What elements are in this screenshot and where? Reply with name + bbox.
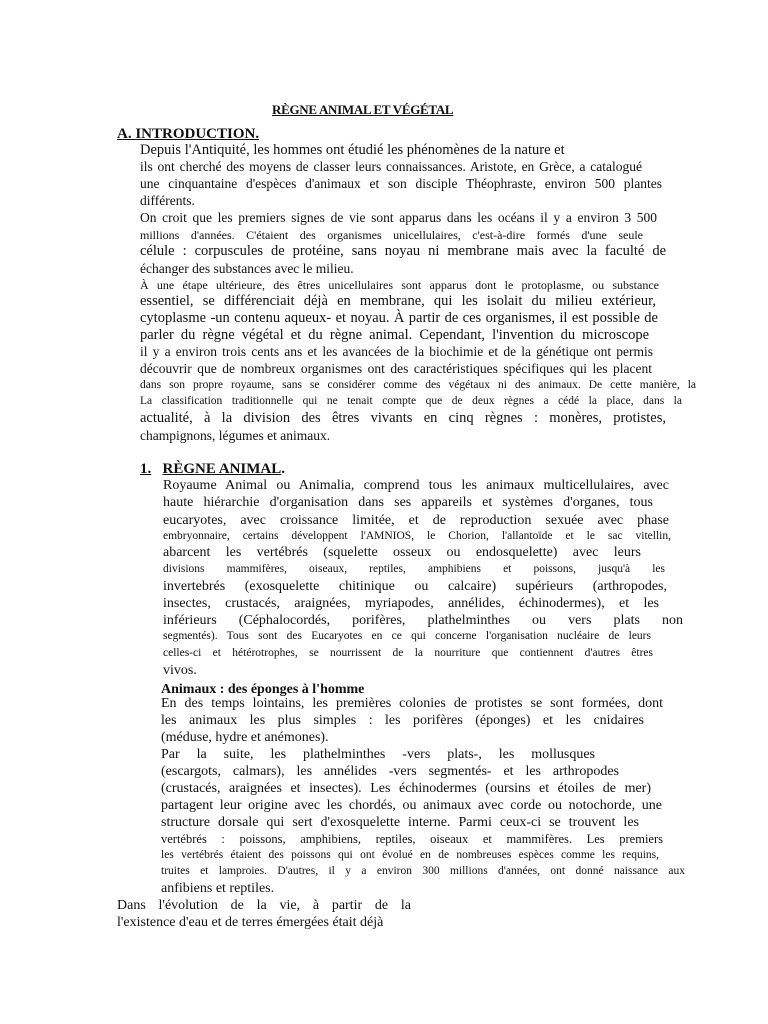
section-1-number: 1.	[140, 461, 152, 477]
evolution-line: (crustacés, araignées et insectes). Les échinodermes (oursins et étoiles de mer)	[161, 781, 651, 796]
intro-line: parler du règne végétal et du règne animal. Cependant, l'invention du microscope	[140, 327, 649, 343]
closing-line: l'existence d'eau et de terres émergées était déjà	[117, 915, 384, 930]
section-1-dot: .	[281, 461, 286, 477]
evolution-line: vertébrés : poissons, amphibiens, reptiles, oiseaux et mammifères. Les premiers	[161, 832, 663, 846]
evolution-line: (escargots, calmars), les annélides -vers segmentés- et les arthropodes	[161, 764, 619, 779]
animal-line: celles-ci et hétérotrophes, se nourrissent de la nourriture que contiennent d'autres êtres	[163, 647, 653, 659]
section-1-heading	[140, 462, 285, 477]
animal-line: segmentés). Tous sont des Eucaryotes en ce qui concerne l'organisation nucléaire de leurs	[163, 630, 651, 642]
intro-line: millions d'années. C'étaient des organismes unicellulaires, c'est-à-dire formés d'une seule	[140, 228, 643, 242]
intro-line: dans son propre royaume, sans se considérer comme des végétaux ni des animaux. De cette manière, la	[140, 379, 696, 391]
intro-line: échanger des substances avec le milieu.	[140, 261, 354, 276]
intro-line: essentiel, se différenciait déjà en membrane, qui les isolait du milieu extérieur,	[140, 293, 656, 309]
animal-line: eucaryotes, avec croissance limitée, et de reproduction sexuée avec phase	[163, 513, 669, 528]
intro-line: Depuis l'Antiquité, les hommes ont étudié les phénomènes de la nature et	[140, 142, 565, 158]
intro-line: cytoplasme -un contenu aqueux- et noyau. À partir de ces organismes, il est possible de	[140, 310, 658, 326]
animal-line: inférieurs (Céphalocordés, porifères, plathelminthes ou vers plats non	[163, 613, 683, 628]
intro-line: célule : corpuscules de protéine, sans noyau ni membrane mais avec la faculté de	[140, 243, 666, 259]
section-a-heading: A. INTRODUCTION.	[117, 126, 260, 142]
evolution-line: Par la suite, les plathelminthes -vers plats-, les mollusques	[161, 747, 595, 762]
intro-line: différents.	[140, 193, 195, 208]
section-1-title: RÈGNE ANIMAL	[162, 461, 282, 477]
intro-line: À une étape ultérieure, des êtres unicellulaires sont apparus dont le protoplasme, ou substance	[140, 278, 659, 292]
evolution-line: les animaux les plus simples : les porifères (éponges) et les cnidaires	[161, 713, 644, 728]
evolution-line: truites et lamproies. D'autres, il y a environ 300 millions d'années, ont donné naissance aux	[161, 865, 685, 877]
evolution-line: En des temps lointains, les premières colonies de protistes se sont formées, dont	[161, 696, 663, 711]
animal-line: vivos.	[163, 663, 197, 678]
animal-line: Royaume Animal ou Animalia, comprend tous les animaux multicellulaires, avec	[163, 478, 669, 493]
animal-line: divisions mammifères, oiseaux, reptiles, amphibiens et poissons, jusqu'à les	[163, 563, 665, 575]
intro-line: champignons, légumes et animaux.	[140, 428, 331, 443]
subheading: Animaux : des éponges à l'homme	[161, 682, 365, 697]
animal-line: abarcent les vertébrés (squelette osseux ou endosquelette) avec leurs	[163, 545, 641, 560]
evolution-line: anfibiens et reptiles.	[161, 881, 275, 896]
intro-line: une cinquantaine d'espèces d'animaux et son disciple Théophraste, environ 500 plantes	[140, 176, 662, 191]
intro-line: découvrir que de nombreux organismes ont des caractéristiques spécifiques qui les placent	[140, 361, 652, 376]
document-title: RÈGNE ANIMAL ET VÉGÉTAL	[272, 102, 454, 117]
intro-line: On croit que les premiers signes de vie sont apparus dans les océans il y a environ 3 500	[140, 210, 657, 225]
evolution-line: structure dorsale qui sert d'exosquelette interne. Parmi ceux-ci se trouvent les	[161, 815, 639, 830]
intro-line: actualité, à la division des êtres vivants en cinq règnes : monères, protistes,	[140, 410, 666, 426]
evolution-line: (méduse, hydre et anémones).	[161, 730, 329, 745]
closing-line: Dans l'évolution de la vie, à partir de la	[117, 898, 411, 913]
intro-line: ils ont cherché des moyens de classer leurs connaissances. Aristote, en Grèce, a catalogué	[140, 159, 642, 174]
intro-line: il y a environ trois cents ans et les avancées de la biochimie et de la génétique ont permis	[140, 344, 653, 359]
animal-line: insectes, crustacés, araignées, myriapodes, annélides, échinodermes), et les	[163, 596, 659, 611]
animal-line: embryonnaire, certains développent l'AMNIOS, le Chorion, l'allantoïde et le sac vitellin,	[163, 530, 671, 542]
evolution-line: partagent leur origine avec les chordés, ou animaux avec corde ou notochorde, une	[161, 798, 662, 813]
intro-line: La classification traditionnelle qui ne tenait compte que de deux règnes a cédé la place, dans la	[140, 395, 682, 407]
animal-line: haute hiérarchie d'organisation dans ses appareils et systèmes d'organes, tous	[163, 495, 653, 510]
animal-line: invertebrés (exosquelette chitinique ou calcaire) supérieurs (arthropodes,	[163, 579, 667, 594]
evolution-line: les vertébrés étaient des poissons qui ont évolué en de nombreuses espèces comme les requins,	[161, 849, 659, 861]
